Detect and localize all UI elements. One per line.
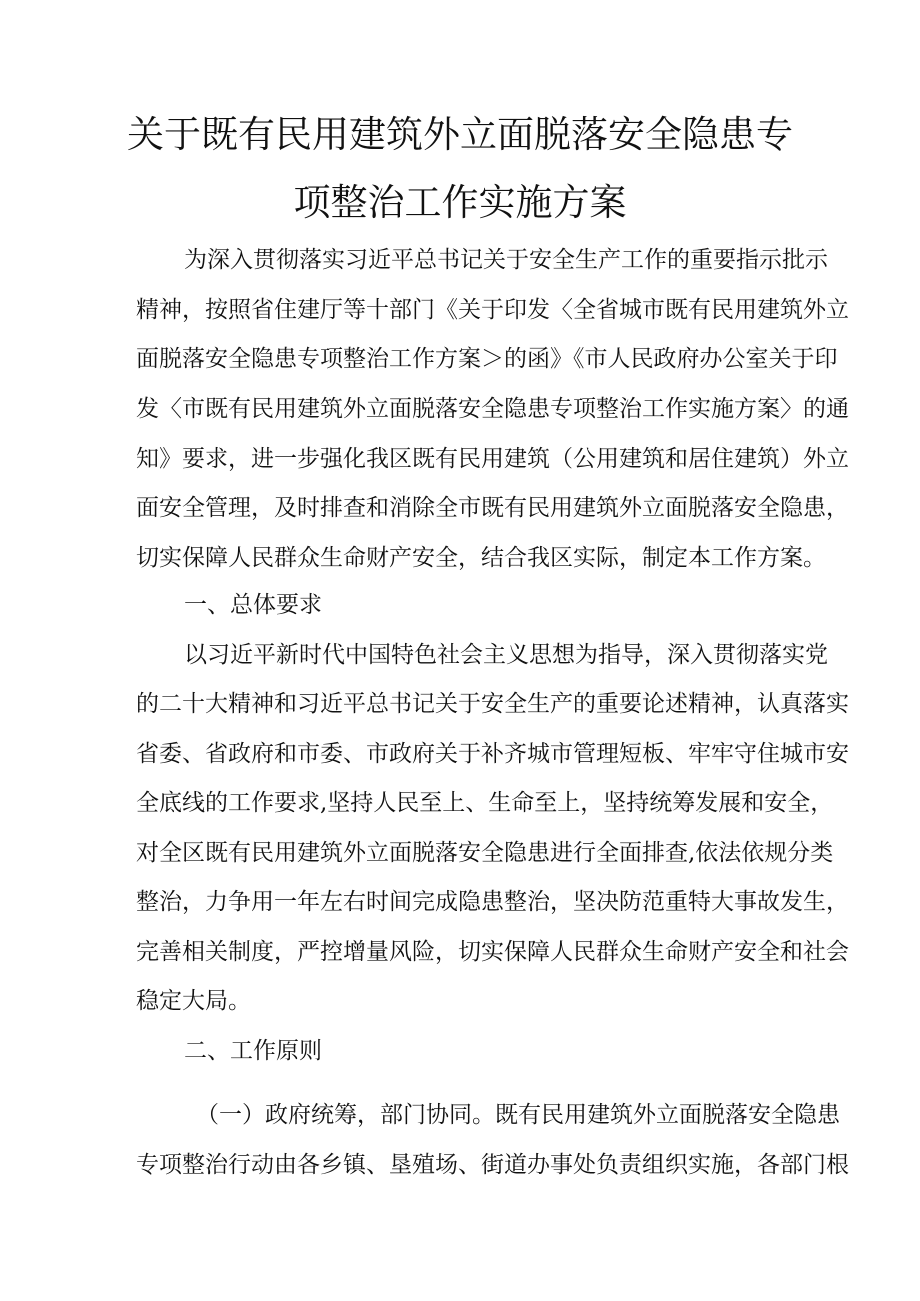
- paragraph-line: 精神，按照省住建厅等十部门《关于印发〈全省城市既有民用建筑外立: [136, 297, 849, 323]
- section-heading: 一、总体要求: [184, 592, 322, 618]
- paragraph-line: 切实保障人民群众生命财产安全，结合我区实际，制定本工作方案。: [136, 545, 826, 571]
- paragraph-line: 专项整治行动由各乡镇、垦殖场、街道办事处负责组织实施，各部门根: [136, 1152, 849, 1178]
- paragraph-line: 全底线的工作要求,坚持人民至上、生命至上，坚持统筹发展和安全，: [136, 790, 834, 816]
- document-title-line-1: 关于既有民用建筑外立面脱落安全隐患专: [127, 113, 793, 156]
- paragraph-line: 面脱落安全隐患专项整治工作方案＞的函》《市人民政府办公室关于印: [136, 346, 838, 372]
- section-heading: 二、工作原则: [184, 1038, 322, 1064]
- paragraph-line: （一）政府统筹，部门协同。既有民用建筑外立面脱落安全隐患: [196, 1102, 840, 1128]
- paragraph-line: 的二十大精神和习近平总书记关于安全生产的重要论述精神，认真落实: [136, 691, 849, 717]
- paragraph-line: 面安全管理，及时排查和消除全市既有民用建筑外立面脱落安全隐患，: [136, 495, 849, 521]
- document-title-line-2: 项整治工作实施方案: [293, 181, 627, 224]
- paragraph-line: 为深入贯彻落实习近平总书记关于安全生产工作的重要指示批示: [184, 247, 828, 273]
- paragraph-line: 对全区既有民用建筑外立面脱落安全隐患进行全面排查,依法依规分类: [136, 840, 834, 866]
- paragraph-line: 整治，力争用一年左右时间完成隐患整治，坚决防范重特大事故发生，: [136, 889, 849, 915]
- paragraph-line: 稳定大局。: [136, 988, 251, 1014]
- paragraph-line: 以习近平新时代中国特色社会主义思想为指导，深入贯彻落实党: [184, 642, 828, 668]
- paragraph-line: 发〈市既有民用建筑外立面脱落安全隐患专项整治工作实施方案〉的通: [136, 396, 849, 422]
- paragraph-line: 省委、省政府和市委、市政府关于补齐城市管理短板、牢牢守住城市安: [136, 741, 849, 767]
- paragraph-line: 知》要求，进一步强化我区既有民用建筑（公用建筑和居住建筑）外立: [136, 446, 849, 472]
- paragraph-line: 完善相关制度，严控增量风险，切实保障人民群众生命财产安全和社会: [136, 939, 849, 965]
